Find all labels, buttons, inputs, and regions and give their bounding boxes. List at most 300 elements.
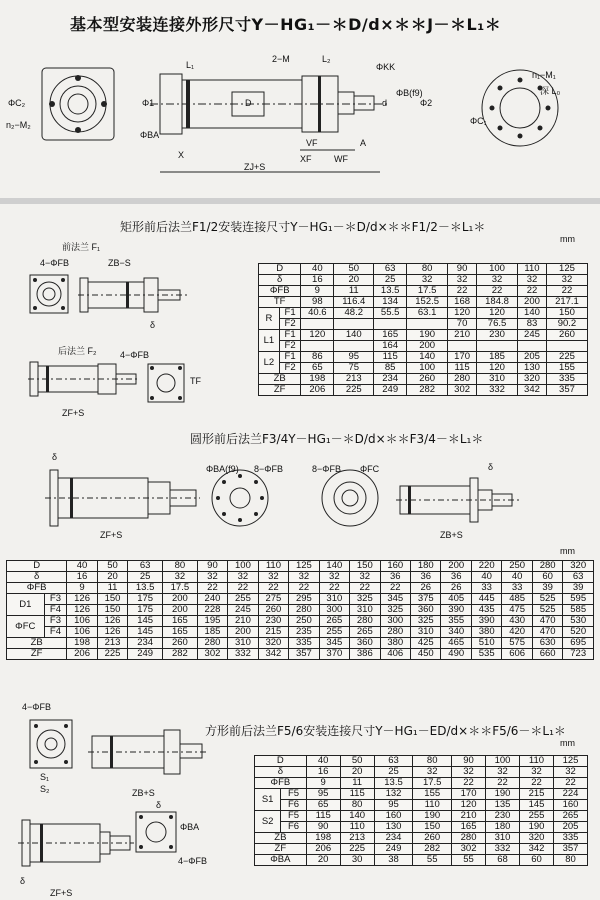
value-cell: 38 [374, 855, 413, 866]
value-cell: 198 [67, 638, 97, 649]
value-cell: 325 [411, 616, 441, 627]
value-cell: 310 [486, 833, 520, 844]
value-cell: 22 [380, 583, 410, 594]
table-row [7, 627, 594, 638]
value-cell: 140 [334, 330, 374, 341]
label-4fb-4: 4−ΦFB [178, 856, 207, 866]
row-sub-label-cell: F6 [281, 800, 306, 811]
label-phi1: Φ1 [142, 98, 155, 108]
header-cell: 125 [289, 561, 319, 572]
value-cell: 485 [502, 594, 532, 605]
value-cell: 190 [413, 811, 452, 822]
header-cell: 110 [518, 264, 547, 275]
label-s2: S₂ [40, 784, 50, 794]
value-cell: 22 [228, 583, 258, 594]
value-cell: 205 [518, 352, 547, 363]
value-cell: 63 [563, 572, 594, 583]
table-header-row [259, 264, 588, 275]
value-cell: 165 [163, 616, 198, 627]
value-cell: 332 [228, 649, 258, 660]
value-cell: 357 [553, 844, 587, 855]
value-cell: 332 [477, 385, 518, 396]
value-cell: 302 [452, 844, 486, 855]
value-cell: 295 [289, 594, 319, 605]
value-cell: 140 [518, 308, 547, 319]
value-cell: 130 [518, 363, 547, 374]
value-cell: 25 [374, 275, 407, 286]
row-group-label-cell: S1 [255, 789, 281, 811]
value-cell: 39 [532, 583, 562, 594]
value-cell: 260 [407, 374, 448, 385]
value-cell: 17.5 [413, 778, 452, 789]
header-cell: 150 [350, 561, 380, 572]
header-label-cell: D [7, 561, 67, 572]
value-cell: 60 [532, 572, 562, 583]
label-a: A [360, 138, 367, 148]
value-cell: 32 [518, 275, 547, 286]
label-4fb-3: 4−ΦFB [22, 702, 51, 712]
row-label-cell: ΦBA [255, 855, 307, 866]
value-cell: 155 [413, 789, 452, 800]
label-c2: ΦC₂ [8, 98, 26, 108]
header-cell: 63 [128, 561, 163, 572]
row-label-cell: δ [259, 275, 301, 286]
row-label-cell: ZF [255, 844, 307, 855]
value-cell: 170 [448, 352, 477, 363]
rect-f2-side-view [28, 362, 140, 396]
value-cell [518, 341, 547, 352]
value-cell: 90.2 [546, 319, 587, 330]
label-zbs2: ZB+S [440, 530, 463, 540]
table-row [7, 649, 594, 660]
value-cell: 22 [289, 583, 319, 594]
value-cell: 20 [340, 767, 374, 778]
value-cell: 132 [374, 789, 413, 800]
value-cell: 420 [502, 627, 532, 638]
value-cell: 32 [350, 572, 380, 583]
value-cell: 30 [340, 855, 374, 866]
value-cell: 22 [350, 583, 380, 594]
header-label-cell: D [259, 264, 301, 275]
value-cell: 22 [486, 778, 520, 789]
value-cell: 165 [452, 822, 486, 833]
value-cell: 22 [452, 778, 486, 789]
value-cell: 120 [452, 800, 486, 811]
value-cell: 13.5 [374, 286, 407, 297]
value-cell: 380 [380, 638, 410, 649]
table-header-row [255, 756, 588, 767]
value-cell: 370 [319, 649, 349, 660]
base-end-view-right [482, 70, 561, 146]
value-cell: 32 [289, 572, 319, 583]
value-cell: 26 [441, 583, 471, 594]
row-sub-label-cell: F5 [281, 811, 306, 822]
label-phi2: Φ2 [420, 98, 433, 108]
value-cell: 110 [340, 822, 374, 833]
value-cell: 116.4 [334, 297, 374, 308]
label-D: D [245, 98, 252, 108]
value-cell: 300 [319, 605, 349, 616]
value-cell: 342 [258, 649, 288, 660]
table-row [259, 374, 588, 385]
header-cell: 200 [441, 561, 471, 572]
value-cell: 68 [486, 855, 520, 866]
table-row [7, 583, 594, 594]
table-row [255, 800, 588, 811]
table-row [255, 789, 588, 800]
value-cell: 240 [197, 594, 227, 605]
value-cell: 360 [350, 638, 380, 649]
value-cell: 255 [319, 627, 349, 638]
value-cell: 265 [553, 811, 587, 822]
value-cell: 282 [407, 385, 448, 396]
value-cell: 175 [128, 594, 163, 605]
header-cell: 320 [563, 561, 594, 572]
value-cell: 325 [380, 605, 410, 616]
value-cell: 445 [471, 594, 501, 605]
header-cell: 125 [553, 756, 587, 767]
value-cell: 120 [301, 330, 334, 341]
row-sub-label-cell: F6 [281, 822, 306, 833]
value-cell: 25 [128, 572, 163, 583]
value-cell: 213 [334, 374, 374, 385]
value-cell: 585 [563, 605, 594, 616]
header-cell: 140 [319, 561, 349, 572]
row-sub-label-cell: F2 [279, 319, 301, 330]
value-cell: 405 [441, 594, 471, 605]
header-cell: 125 [546, 264, 587, 275]
value-cell: 255 [228, 594, 258, 605]
label-vf: VF [306, 138, 318, 148]
value-cell: 55.5 [374, 308, 407, 319]
header-cell: 180 [411, 561, 441, 572]
value-cell: 98 [301, 297, 334, 308]
header-cell: 40 [67, 561, 97, 572]
value-cell: 22 [520, 778, 554, 789]
header-cell: 63 [374, 264, 407, 275]
value-cell: 106 [67, 627, 97, 638]
value-cell: 164 [374, 341, 407, 352]
value-cell: 260 [546, 330, 587, 341]
value-cell: 160 [553, 800, 587, 811]
label-xf: XF [300, 154, 312, 164]
value-cell: 126 [97, 627, 127, 638]
unit-label-3: mm [560, 738, 575, 748]
row-label-cell: δ [7, 572, 67, 583]
value-cell: 185 [197, 627, 227, 638]
value-cell: 32 [546, 275, 587, 286]
row-sub-label-cell: F1 [279, 352, 301, 363]
label-8fb-2: 8−ΦFB [312, 464, 341, 474]
value-cell: 200 [228, 627, 258, 638]
value-cell: 234 [374, 833, 413, 844]
value-cell: 16 [301, 275, 334, 286]
value-cell: 22 [553, 778, 587, 789]
value-cell: 357 [289, 649, 319, 660]
label-4fb-2: 4−ΦFB [120, 350, 149, 360]
value-cell: 406 [380, 649, 410, 660]
value-cell: 245 [228, 605, 258, 616]
row-label-cell: ΦFB [259, 286, 301, 297]
value-cell: 80 [340, 800, 374, 811]
label-l1: L₁ [186, 60, 195, 70]
value-cell: 430 [502, 616, 532, 627]
table-row [259, 319, 588, 330]
row-group-label-cell: D1 [7, 594, 45, 616]
label-8fb-1: 8−ΦFB [254, 464, 283, 474]
value-cell: 245 [518, 330, 547, 341]
value-cell: 36 [380, 572, 410, 583]
table-row [259, 286, 588, 297]
label-phiBA-2: ΦBA [180, 822, 200, 832]
table-row [7, 572, 594, 583]
value-cell: 22 [448, 286, 477, 297]
value-cell: 155 [546, 363, 587, 374]
value-cell: 9 [306, 778, 340, 789]
value-cell: 360 [411, 605, 441, 616]
value-cell: 22 [518, 286, 547, 297]
value-cell: 168 [448, 297, 477, 308]
value-cell: 310 [350, 605, 380, 616]
value-cell: 332 [486, 844, 520, 855]
value-cell: 100 [407, 363, 448, 374]
value-cell: 225 [334, 385, 374, 396]
table-row [255, 833, 588, 844]
value-cell: 32 [163, 572, 198, 583]
table-row [7, 594, 594, 605]
value-cell: 135 [486, 800, 520, 811]
row-sub-label-cell: F3 [44, 594, 67, 605]
table-row [259, 330, 588, 341]
value-cell: 55 [452, 855, 486, 866]
rect-flange-title: 矩形前后法兰F1/2安装连接尺寸Y－HG₁－＊D/d×＊＊F1/2－＊L₁＊ [120, 220, 486, 234]
value-cell: 48.2 [334, 308, 374, 319]
value-cell: 310 [411, 627, 441, 638]
header-cell: 80 [413, 756, 452, 767]
value-cell: 357 [546, 385, 587, 396]
label-phiBA19: ΦBA(f9) [206, 464, 239, 474]
label-phiB: ΦB(f9) [396, 88, 423, 98]
label-kk: ΦKK [376, 62, 396, 72]
value-cell: 32 [477, 275, 518, 286]
value-cell: 470 [532, 616, 562, 627]
value-cell: 40 [471, 572, 501, 583]
round-flange-title: 圆形前后法兰F3/4Y－HG₁－＊D/d×＊＊F3/4－＊L₁＊ [190, 432, 484, 446]
value-cell: 36 [411, 572, 441, 583]
value-cell: 160 [374, 811, 413, 822]
value-cell: 470 [532, 627, 562, 638]
value-cell: 300 [380, 616, 410, 627]
label-d: d [382, 98, 388, 108]
value-cell: 140 [340, 811, 374, 822]
value-cell: 70 [448, 319, 477, 330]
label-l2: L₂ [322, 54, 331, 64]
value-cell: 249 [374, 385, 407, 396]
header-cell: 90 [197, 561, 227, 572]
value-cell: 150 [413, 822, 452, 833]
header-cell: 250 [502, 561, 532, 572]
label-front-f1: 前法兰 F₁ [62, 242, 101, 252]
value-cell: 20 [334, 275, 374, 286]
value-cell: 134 [374, 297, 407, 308]
value-cell: 32 [413, 767, 452, 778]
value-cell: 345 [380, 594, 410, 605]
value-cell: 320 [520, 833, 554, 844]
value-cell: 386 [350, 649, 380, 660]
row-sub-label-cell: F2 [279, 363, 301, 374]
label-delta-4: δ [156, 800, 162, 810]
value-cell: 200 [163, 605, 198, 616]
value-cell: 22 [477, 286, 518, 297]
value-cell: 217.1 [546, 297, 587, 308]
value-cell: 115 [306, 811, 340, 822]
label-n1m1: n₁−M₁ [532, 70, 556, 80]
label-zfs-2: ZF+S [100, 530, 123, 540]
table-row [7, 616, 594, 627]
unit-label-1: mm [560, 234, 575, 244]
value-cell: 32 [197, 572, 227, 583]
value-cell: 65 [301, 363, 334, 374]
value-cell: 60 [520, 855, 554, 866]
value-cell: 63.1 [407, 308, 448, 319]
value-cell: 40 [502, 572, 532, 583]
value-cell: 25 [374, 767, 413, 778]
value-cell: 215 [520, 789, 554, 800]
label-4fb-1: 4−ΦFB [40, 258, 69, 268]
value-cell: 525 [532, 594, 562, 605]
value-cell: 106 [67, 616, 97, 627]
value-cell: 76.5 [477, 319, 518, 330]
table-header-row [7, 561, 594, 572]
value-cell: 85 [374, 363, 407, 374]
value-cell: 145 [128, 627, 163, 638]
value-cell: 320 [518, 374, 547, 385]
value-cell: 32 [258, 572, 288, 583]
round-f4-end-view [322, 470, 378, 526]
square-f6-end-view [136, 812, 176, 852]
value-cell: 205 [553, 822, 587, 833]
unit-label-2: mm [560, 546, 575, 556]
value-cell: 22 [258, 583, 288, 594]
value-cell: 200 [163, 594, 198, 605]
header-cell: 110 [258, 561, 288, 572]
value-cell: 280 [448, 374, 477, 385]
value-cell: 280 [289, 605, 319, 616]
value-cell: 140 [407, 352, 448, 363]
value-cell: 39 [563, 583, 594, 594]
header-cell: 90 [448, 264, 477, 275]
label-delta-3: δ [488, 462, 494, 472]
value-cell: 120 [477, 363, 518, 374]
table-row [259, 385, 588, 396]
value-cell: 213 [97, 638, 127, 649]
header-cell: 280 [532, 561, 562, 572]
value-cell: 249 [128, 649, 163, 660]
label-phiBA: ΦBA [140, 130, 160, 140]
label-zfs-1: ZF+S [62, 408, 85, 418]
table-row [255, 844, 588, 855]
value-cell: 55 [413, 855, 452, 866]
value-cell: 75 [334, 363, 374, 374]
value-cell [334, 341, 374, 352]
rect-f1-end-view [30, 275, 68, 313]
value-cell: 282 [413, 844, 452, 855]
value-cell: 340 [441, 627, 471, 638]
value-cell: 465 [441, 638, 471, 649]
value-cell: 190 [520, 822, 554, 833]
value-cell: 11 [334, 286, 374, 297]
value-cell: 310 [319, 594, 349, 605]
table-row [255, 811, 588, 822]
header-cell: 220 [471, 561, 501, 572]
row-label-cell: ZB [259, 374, 301, 385]
row-sub-label-cell: F3 [44, 616, 67, 627]
row-sub-label-cell: F2 [279, 341, 301, 352]
value-cell: 145 [520, 800, 554, 811]
rect-f2-end-view [148, 364, 184, 402]
value-cell: 210 [228, 616, 258, 627]
value-cell: 335 [289, 638, 319, 649]
value-cell: 234 [128, 638, 163, 649]
value-cell: 210 [452, 811, 486, 822]
value-cell: 280 [452, 833, 486, 844]
header-cell: 80 [163, 561, 198, 572]
header-cell: 100 [486, 756, 520, 767]
value-cell: 80 [553, 855, 587, 866]
value-cell: 126 [67, 594, 97, 605]
value-cell: 320 [258, 638, 288, 649]
table-row [259, 308, 588, 319]
value-cell: 695 [563, 638, 594, 649]
value-cell: 32 [553, 767, 587, 778]
value-cell: 150 [97, 594, 127, 605]
value-cell: 95 [374, 800, 413, 811]
label-zfs-3: ZF+S [50, 888, 73, 898]
value-cell: 280 [350, 616, 380, 627]
square-f5-side-view [88, 730, 208, 774]
header-cell: 50 [97, 561, 127, 572]
value-cell: 165 [163, 627, 198, 638]
value-cell [448, 341, 477, 352]
value-cell: 234 [374, 374, 407, 385]
square-flange-dimension-table [254, 755, 588, 866]
value-cell: 190 [407, 330, 448, 341]
label-x: X [178, 150, 185, 160]
value-cell: 170 [452, 789, 486, 800]
value-cell: 150 [546, 308, 587, 319]
round-f3-end-view [212, 470, 268, 526]
value-cell: 535 [471, 649, 501, 660]
value-cell: 302 [448, 385, 477, 396]
value-cell: 22 [546, 286, 587, 297]
value-cell: 200 [518, 297, 547, 308]
value-cell: 22 [197, 583, 227, 594]
value-cell: 390 [471, 616, 501, 627]
row-group-label-cell: S2 [255, 811, 281, 833]
value-cell: 595 [563, 594, 594, 605]
value-cell: 250 [289, 616, 319, 627]
header-cell: 110 [520, 756, 554, 767]
value-cell: 213 [340, 833, 374, 844]
value-cell: 510 [471, 638, 501, 649]
value-cell: 490 [441, 649, 471, 660]
header-cell: 100 [228, 561, 258, 572]
value-cell: 86 [301, 352, 334, 363]
value-cell: 190 [486, 789, 520, 800]
value-cell: 175 [128, 605, 163, 616]
value-cell: 11 [97, 583, 127, 594]
value-cell [334, 319, 374, 330]
